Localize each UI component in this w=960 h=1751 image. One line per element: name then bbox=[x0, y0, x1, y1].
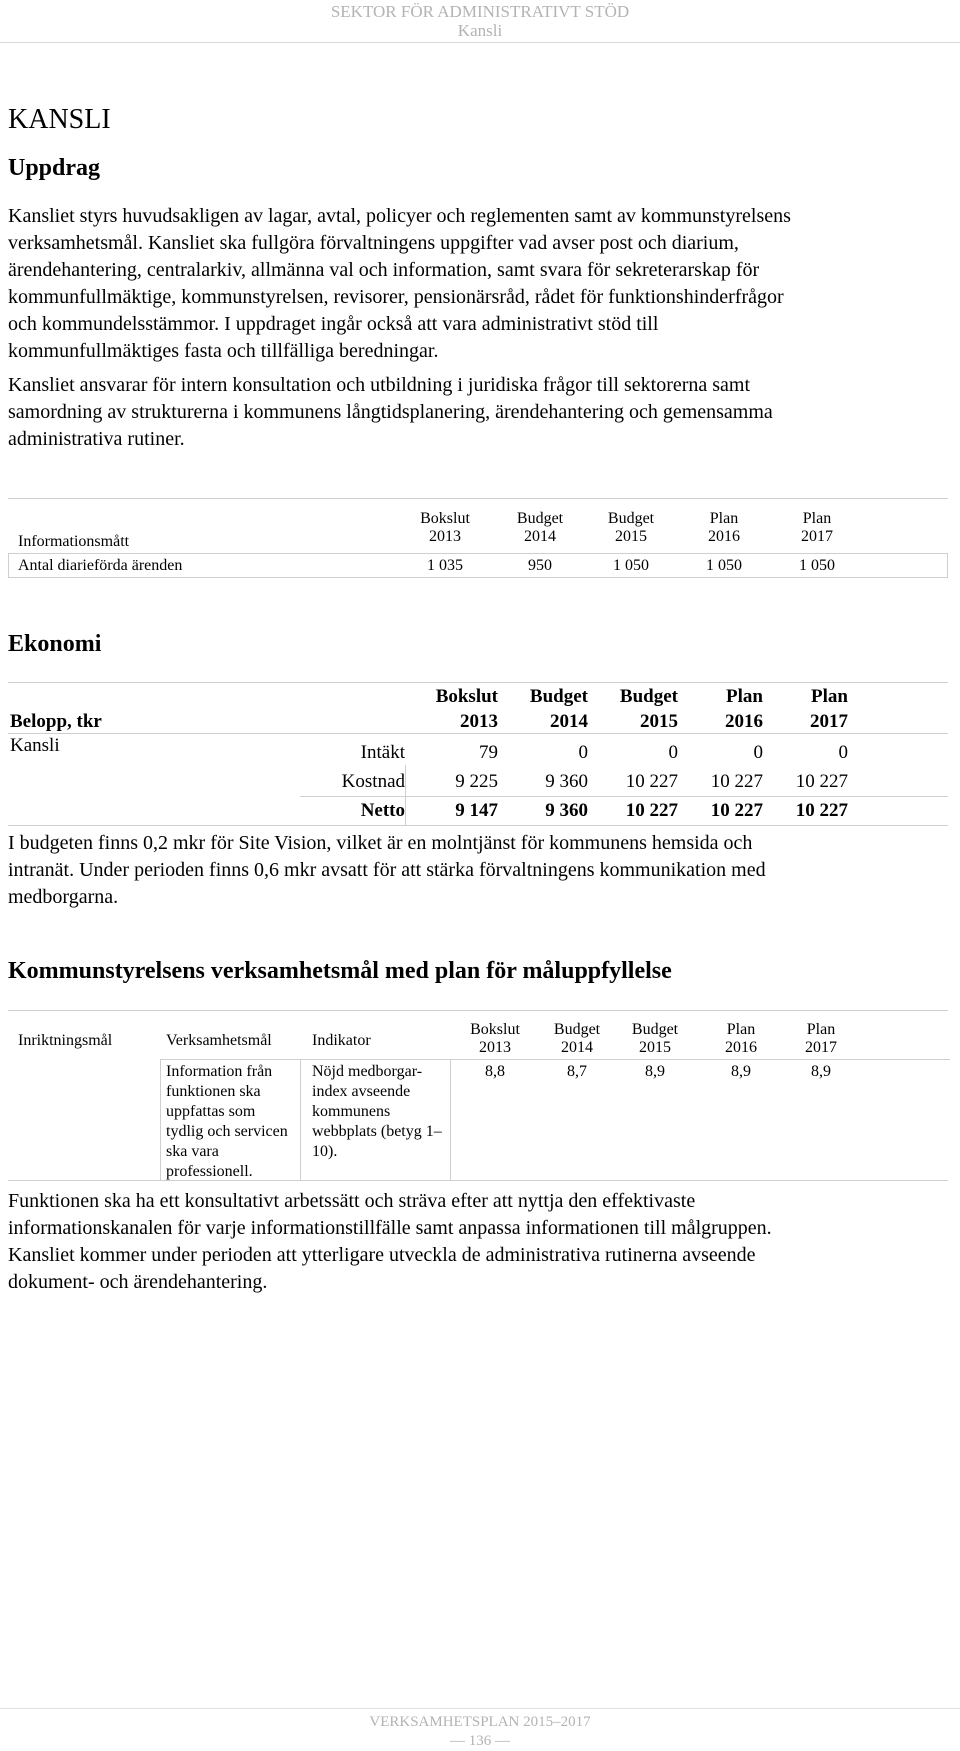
table-cell: 9 360 bbox=[545, 800, 588, 821]
table-row-label: Kostnad bbox=[341, 771, 405, 792]
table-rule bbox=[8, 682, 948, 683]
table-cell: 10 227 bbox=[625, 771, 678, 792]
text-line: professionell. bbox=[166, 1163, 253, 1180]
col-header-inriktningsmal: Inriktningsmål bbox=[18, 1032, 113, 1049]
col-header: Budget bbox=[553, 1021, 601, 1038]
table-rule bbox=[300, 796, 948, 797]
text-line: verksamhetsmål. Kansliet ska fullgöra förvaltningens uppgifter vad avser post och diarium, bbox=[8, 232, 739, 254]
col-header: Budget bbox=[516, 510, 564, 527]
table-cell: 10 227 bbox=[625, 800, 678, 821]
text-line: och kommundelsstämmor. I uppdraget ingår också att vara administrativt stöd till bbox=[8, 313, 659, 335]
table-cell: 10 227 bbox=[795, 800, 848, 821]
col-header: Plan bbox=[802, 510, 832, 527]
page-number: — 136 — bbox=[450, 1733, 510, 1749]
text-line: samordning av strukturerna i kommunens långtidsplanering, ärendehantering och gemensamma bbox=[8, 401, 773, 423]
col-header-year: 2016 bbox=[708, 528, 740, 545]
table-row-label: Intäkt bbox=[360, 742, 405, 763]
ekonomi-heading: Ekonomi bbox=[8, 631, 102, 657]
table-cell: 8,9 bbox=[645, 1063, 665, 1080]
text-line: Kansliet ansvarar för intern konsultation och utbildning i juridiska frågor till sektorerna samt bbox=[8, 374, 751, 396]
text-line: webbplats (betyg 1– bbox=[312, 1123, 442, 1140]
footer-label: VERKSAMHETSPLAN 2015–2017 bbox=[369, 1714, 591, 1730]
table-rule bbox=[8, 553, 948, 554]
text-line: medborgarna. bbox=[8, 886, 119, 908]
col-header: Plan bbox=[709, 510, 739, 527]
table-cell: 10 227 bbox=[795, 771, 848, 792]
text-line: I budgeten finns 0,2 mkr för Site Vision, vilket är en molntjänst för kommunens hemsida och bbox=[8, 832, 753, 854]
table-rule bbox=[8, 577, 948, 578]
col-header: Plan bbox=[806, 1021, 836, 1038]
col-header-year: 2015 bbox=[615, 528, 647, 545]
table-cell: 1 050 bbox=[613, 557, 649, 574]
text-line: index avseende bbox=[312, 1083, 411, 1100]
table-cell: 8,7 bbox=[567, 1063, 587, 1080]
text-line: funktionen ska bbox=[166, 1083, 261, 1100]
table-rule bbox=[8, 733, 948, 734]
col-header-year: 2013 bbox=[429, 528, 461, 545]
table-border bbox=[300, 1059, 301, 1180]
text-line: dokument- och ärendehantering. bbox=[8, 1271, 268, 1293]
col-header-year: 2017 bbox=[805, 1039, 837, 1056]
table-rule bbox=[8, 1010, 948, 1011]
col-header: Bokslut bbox=[420, 510, 470, 527]
text-line: Kansliet styrs huvudsakligen av lagar, avtal, policyer och reglementen samt av kommunstyrelsens bbox=[8, 205, 791, 227]
table-cell: 79 bbox=[479, 742, 498, 763]
text-line: uppfattas som bbox=[166, 1103, 256, 1120]
table-row-label: Antal diarieförda ärenden bbox=[18, 557, 183, 574]
table-cell: 10 227 bbox=[710, 800, 763, 821]
col-header-year: 2013 bbox=[479, 1039, 511, 1056]
table-cell: 1 050 bbox=[799, 557, 835, 574]
text-line: Funktionen ska ha ett konsultativt arbetssätt och sträva efter att nyttja den effektivaste bbox=[8, 1190, 696, 1212]
header-section: SEKTOR FÖR ADMINISTRATIVT STÖD bbox=[330, 2, 630, 21]
table-rule bbox=[8, 498, 948, 499]
col-header-year: 2015 bbox=[640, 711, 678, 732]
col-header: Budget bbox=[529, 686, 588, 707]
col-header-year: 2014 bbox=[561, 1039, 593, 1056]
table-cell: 9 360 bbox=[545, 771, 588, 792]
col-header-verksamhetsmal: Verksamhetsmål bbox=[166, 1032, 272, 1049]
table-cell: 950 bbox=[528, 557, 552, 574]
text-line: tydlig och servicen bbox=[166, 1123, 288, 1140]
col-header: Bokslut bbox=[470, 1021, 520, 1038]
col-header-year: 2014 bbox=[524, 528, 556, 545]
text-line: Information från bbox=[166, 1063, 273, 1080]
text-line: Nöjd medborgar- bbox=[312, 1063, 423, 1080]
footer-divider bbox=[0, 1708, 960, 1709]
ekonomi-row-group: Kansli bbox=[10, 735, 60, 756]
col-header-indikator: Indikator bbox=[312, 1032, 371, 1049]
col-header: Plan bbox=[726, 686, 763, 707]
table-cell: 0 bbox=[753, 742, 763, 763]
table-cell: 9 225 bbox=[455, 771, 498, 792]
col-header: Plan bbox=[811, 686, 848, 707]
text-line: Kansliet kommer under perioden att ytterligare utveckla de administrativa rutinerna avseende bbox=[8, 1244, 756, 1266]
table-cell: 8,9 bbox=[731, 1063, 751, 1080]
table-cell: 8,8 bbox=[485, 1063, 505, 1080]
col-header: Plan bbox=[726, 1021, 756, 1038]
table-cell: 9 147 bbox=[455, 800, 498, 821]
table-rule bbox=[8, 825, 948, 826]
uppdrag-heading: Uppdrag bbox=[8, 155, 101, 181]
uppdrag-paragraph-2 bbox=[8, 372, 948, 453]
table-border bbox=[160, 1059, 161, 1180]
ekonomi-unit-label: Belopp, tkr bbox=[10, 711, 102, 732]
text-line: kommunens bbox=[312, 1103, 391, 1120]
col-header: Budget bbox=[631, 1021, 679, 1038]
col-header: Budget bbox=[619, 686, 678, 707]
table-cell: 10 227 bbox=[710, 771, 763, 792]
table-border bbox=[8, 553, 9, 577]
table-row-label: Netto bbox=[360, 800, 405, 821]
page-number-value: 136 bbox=[468, 1733, 492, 1749]
text-line: kommunfullmäktige, kommunstyrelsen, revisorer, pensionärsråd, rådet för funktionshinderfrågor bbox=[8, 286, 784, 308]
col-header: Budget bbox=[607, 510, 655, 527]
text-line: ska vara bbox=[166, 1143, 219, 1160]
indikator-cell bbox=[312, 1062, 447, 1162]
mal-paragraph bbox=[8, 1188, 948, 1296]
text-line: ärendehantering, centralarkiv, allmänna val och information, samt svara för sekreterarskap för bbox=[8, 259, 760, 281]
col-header-year: 2016 bbox=[725, 1039, 757, 1056]
table-cell: 0 bbox=[838, 742, 848, 763]
col-header: Bokslut bbox=[435, 686, 498, 707]
ekonomi-note bbox=[8, 830, 948, 911]
text-line: informationskanalen för varje informationstillfälle samt anpassa informationen till målgruppen. bbox=[8, 1217, 772, 1239]
table-cell: 0 bbox=[668, 742, 678, 763]
uppdrag-paragraph-1 bbox=[8, 203, 948, 365]
table-cell: 8,9 bbox=[811, 1063, 831, 1080]
table-rule bbox=[160, 1059, 950, 1060]
table-rule bbox=[8, 1180, 948, 1181]
mal-heading: Kommunstyrelsens verksamhetsmål med plan för måluppfyllelse bbox=[8, 958, 672, 984]
verksamhetsmal-cell bbox=[166, 1062, 296, 1182]
table-cell: 1 035 bbox=[427, 557, 463, 574]
table-border bbox=[405, 765, 406, 825]
table-cell: 1 050 bbox=[706, 557, 742, 574]
table-cell: 0 bbox=[578, 742, 588, 763]
header-subsection: Kansli bbox=[457, 21, 503, 40]
table-border bbox=[947, 553, 948, 577]
col-header-year: 2017 bbox=[810, 711, 848, 732]
table-border bbox=[450, 1059, 451, 1180]
page-title: KANSLI bbox=[8, 104, 111, 135]
text-line: intranät. Under perioden finns 0,6 mkr avsatt för att stärka förvaltningens kommunikation med bbox=[8, 859, 766, 881]
header-divider bbox=[0, 42, 960, 43]
col-header-year: 2015 bbox=[639, 1039, 671, 1056]
text-line: kommunfullmäktiges fasta och tillfälliga beredningar. bbox=[8, 340, 439, 362]
col-header-year: 2013 bbox=[460, 711, 498, 732]
col-header-year: 2014 bbox=[550, 711, 588, 732]
text-line: administrativa rutiner. bbox=[8, 428, 185, 450]
col-header-year: 2017 bbox=[801, 528, 833, 545]
col-header-year: 2016 bbox=[725, 711, 763, 732]
info-table-label: Informationsmått bbox=[18, 533, 130, 550]
text-line: 10). bbox=[312, 1143, 338, 1160]
